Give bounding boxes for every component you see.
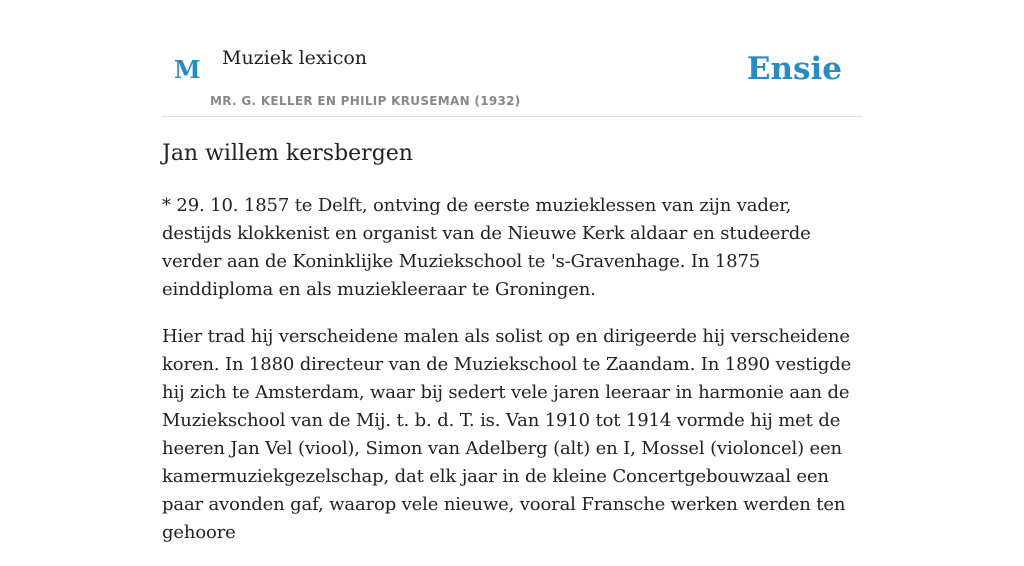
source-header xyxy=(162,0,862,117)
entry-paragraph: * 29. 10. 1857 te Delft, ontving de eerste muzieklessen van zijn vader, destijds klokkenist en organist van de Nieuwe Kerk aldaar en studeerde verder aan de Koninklijke Muziekschool te 's-Gravenhage. In 1875 einddiploma en als muziekleeraar te Groningen. xyxy=(162,195,811,300)
source-authors: MR. G. KELLER EN PHILIP KRUSEMAN (1932) xyxy=(210,94,521,108)
source-title-link[interactable]: Muziek lexicon xyxy=(222,47,368,69)
entry-title: Jan willem kersbergen xyxy=(162,141,413,166)
brand-logo[interactable]: Ensie xyxy=(746,51,842,87)
entry-paragraph: Hier trad hij verscheidene malen als solist op en dirigeerde hij verscheidene koren. In 1880 directeur van de Muziekschool te Zaandam. In 1890 vestigde hij zich te Amsterdam, waar bij sedert vele jaren leeraar in harmonie aan de Muziekschool van de Mij. t. b. d. T. is. Van 1910 tot 1914 vormde hij met de heeren Jan Vel (viool), Simon van Adelberg (alt) en I, Mossel (violoncel) een kamermuziekgezelschap, dat elk jaar in de kleine Concertgebouwzaal een paar avonden gaf, waarop vele nieuwe, vooral Fransche werken werden ten gehoore xyxy=(162,326,852,543)
entry-content xyxy=(162,192,862,566)
source-logo[interactable]: M xyxy=(174,55,201,84)
page xyxy=(162,0,862,543)
